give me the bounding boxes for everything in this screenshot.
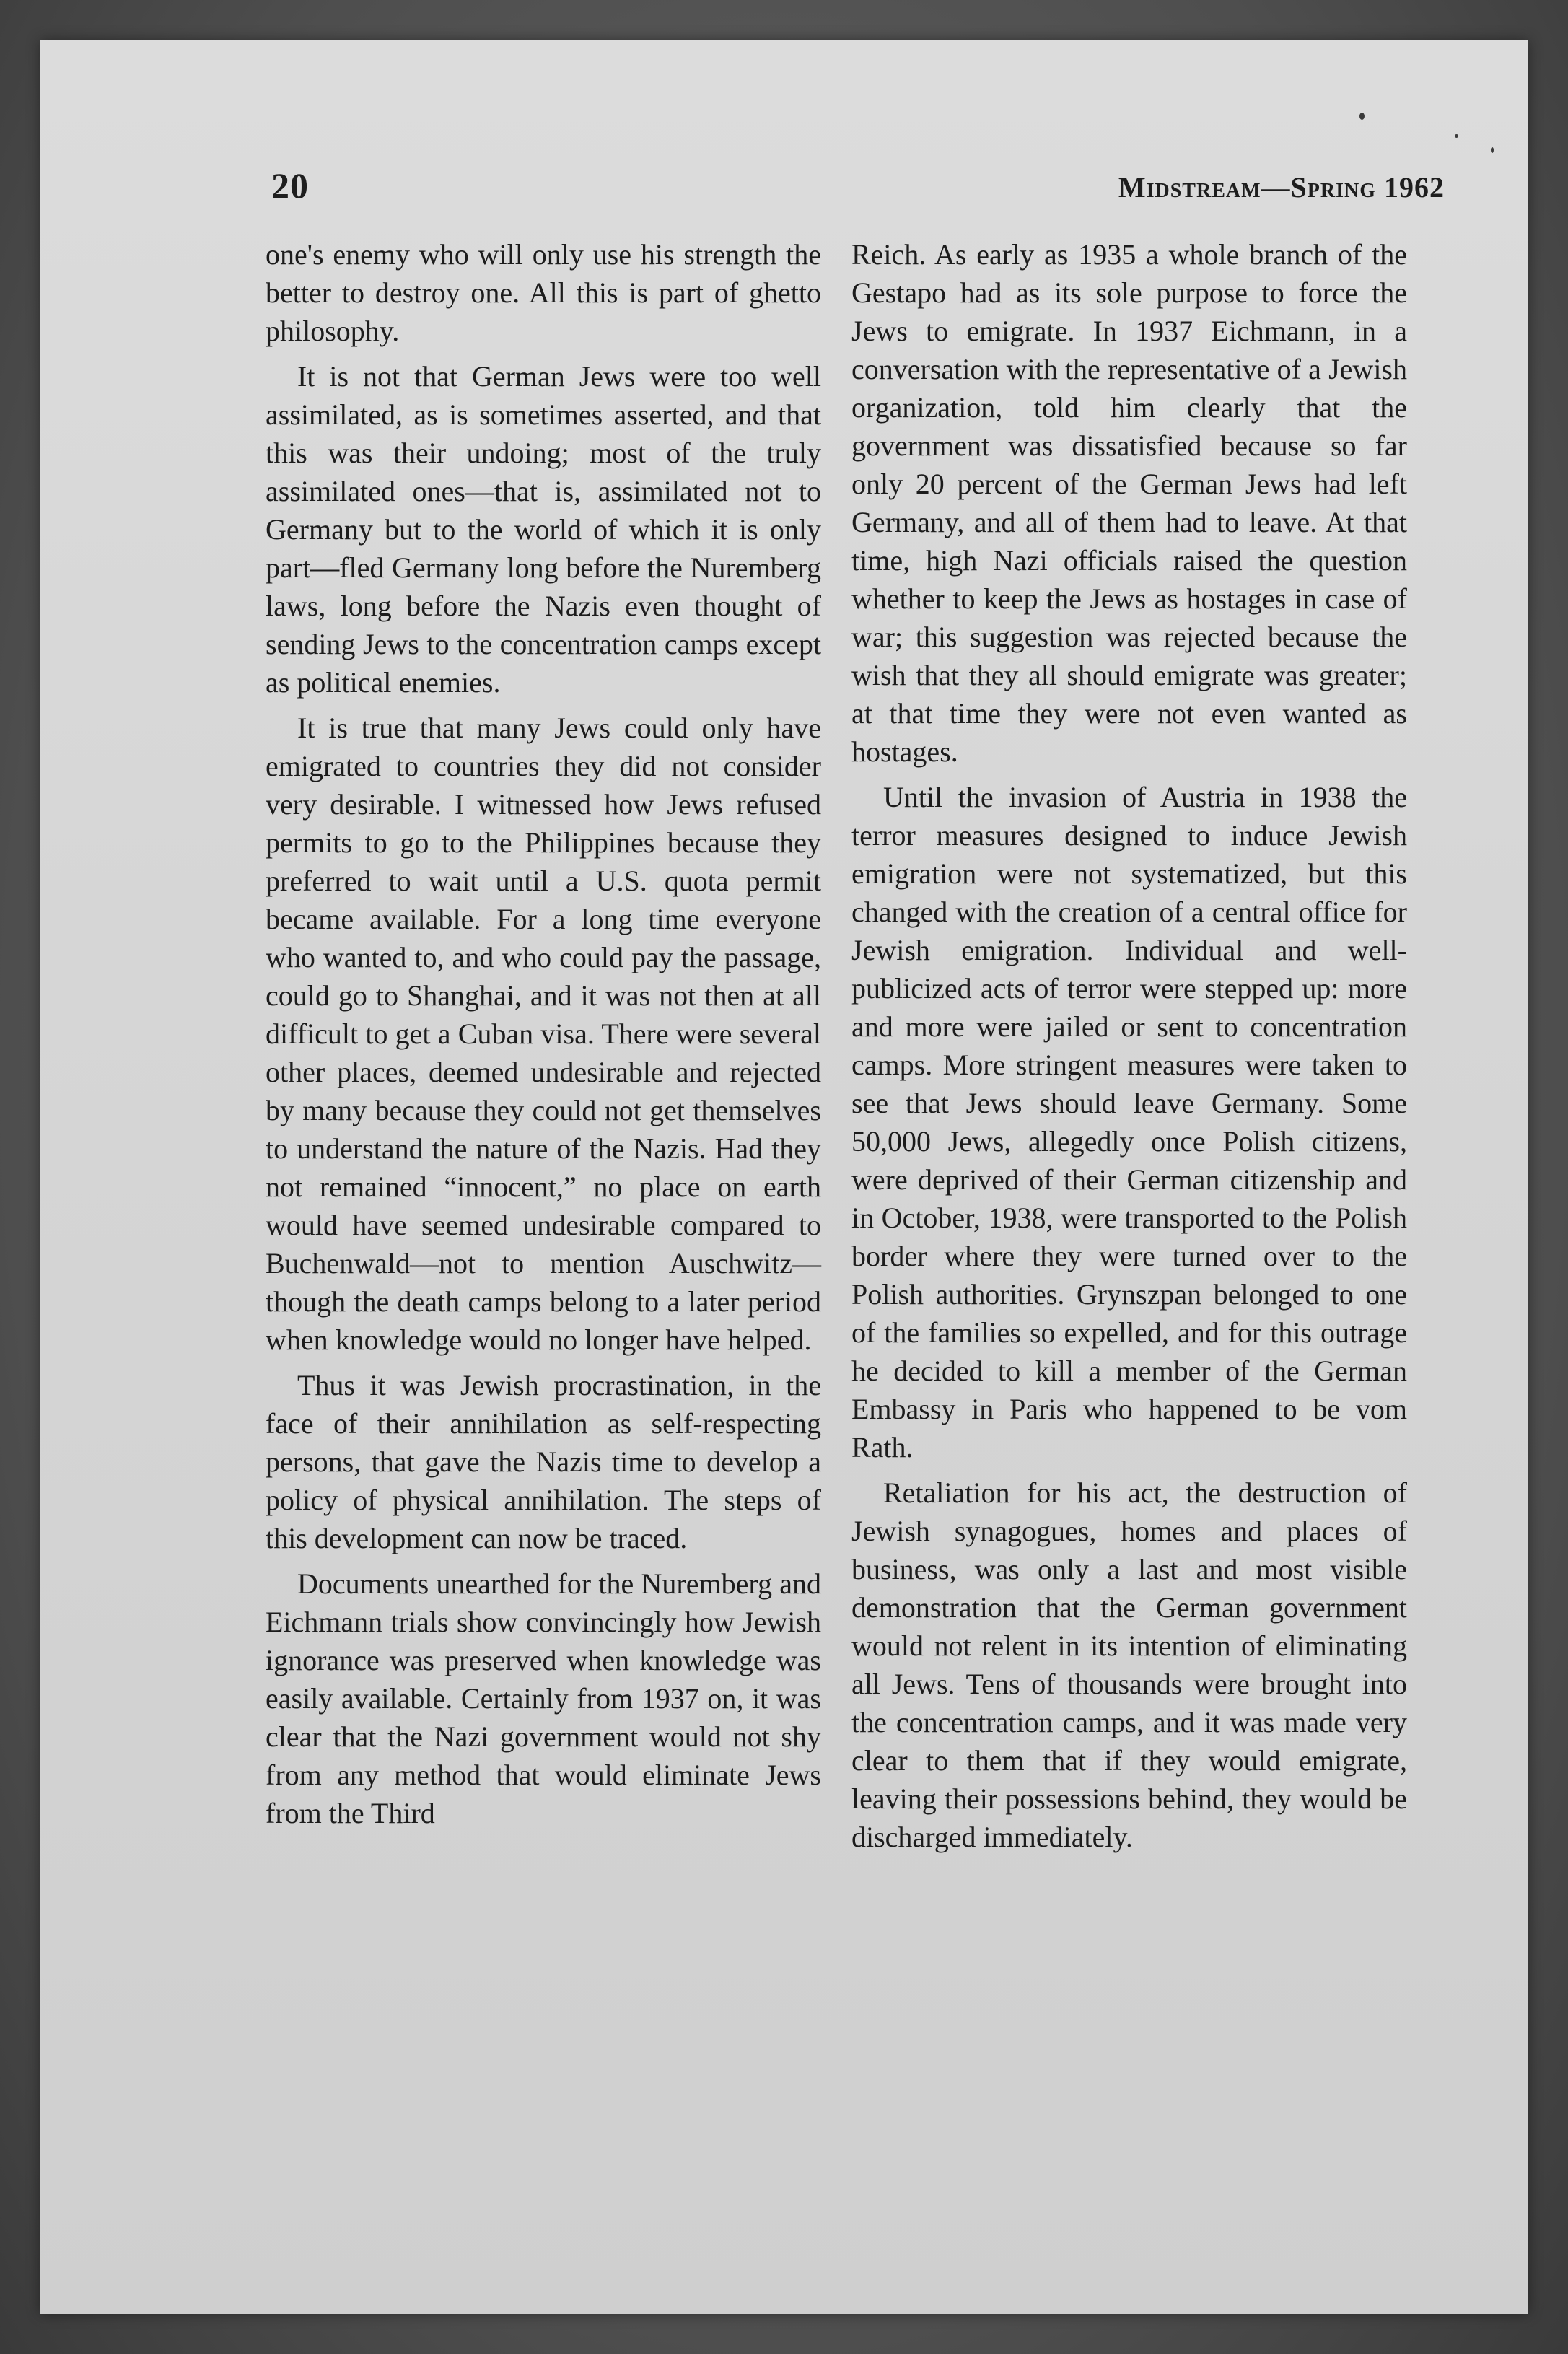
- paragraph: Retaliation for his act, the destruction of Jewish synagogues, homes and places of business, was only a last and most visible demonstration that the German government would not relent in its intention of eliminating all Jews. Tens of thousands were brought into the concentration camps, and it was made very clear to them that if they would emigrate, leaving their possessions behind, they would be discharged immediately.: [851, 1476, 1407, 1853]
- book-page: [40, 40, 1528, 2314]
- paragraph: It is not that German Jews were too well assimilated, as is sometimes asserted, and that this was their undoing; most of the truly assimilated ones—that is, assimilated not to Germany but to the world of which it is only part—fled Germany long before the Nuremberg laws, long before the Nazis even thought of sending Jews to the concentration camps except as political enemies.: [266, 360, 821, 699]
- running-head: Midstream—Spring 1962: [1118, 171, 1445, 204]
- paragraph: one's enemy who will only use his strength the better to destroy one. All this is part of ghetto philosophy.: [266, 238, 821, 347]
- dust-speck: [1359, 113, 1365, 120]
- page-number: 20: [271, 165, 309, 206]
- paragraph: Until the invasion of Austria in 1938 the terror measures designed to induce Jewish emigration were not systematized, but this changed with the creation of a central office for Jewish emigration. Individual and well-publicized acts of terror were stepped up: more and more were jailed or sent to concentration camps. More stringent measures were taken to see that Jews should leave Germany. Some 50,000 Jews, allegedly once Polish citizens, were deprived of their German citizenship and in October, 1938, were transported to the Polish border where they were turned over to the Polish authorities. Grynszpan belonged to one of the families so expelled, and for this outrage he decided to kill a member of the German Embassy in Paris who happened to be vom Rath.: [851, 781, 1407, 1463]
- paragraph: Reich. As early as 1935 a whole branch of the Gestapo had as its sole purpose to force the Jews to emigrate. In 1937 Eichmann, in a conversation with the representative of a Jewish organization, told him clearly that the government was dissatisfied because so far only 20 percent of the German Jews had left Germany, and all of them had to leave. At that time, high Nazi officials raised the question whether to keep the Jews as hostages in case of war; this suggestion was rejected because the wish that they all should emigrate was greater; at that time they were not even wanted as hostages.: [851, 238, 1407, 768]
- dust-speck: [1491, 147, 1494, 153]
- left-column: [266, 235, 821, 1832]
- dust-speck: [1455, 134, 1458, 138]
- paragraph: Thus it was Jewish procrastination, in the face of their annihilation as self-respecting persons, that gave the Nazis time to develop a policy of physical annihilation. The steps of this development can now be traced.: [266, 1369, 821, 1554]
- paragraph: It is true that many Jews could only have emigrated to countries they did not consider very desirable. I witnessed how Jews refused permits to go to the Philippines because they preferred to wait until a U.S. quota permit became available. For a long time everyone who wanted to, and who could pay the passage, could go to Shanghai, and it was not then at all difficult to get a Cuban visa. There were several other places, deemed undesirable and rejected by many because they could not get themselves to understand the nature of the Nazis. Had they not remained “innocent,” no place on earth would have seemed undesirable compared to Buchenwald—not to mention Auschwitz—though the death camps belong to a later period when knowledge would no longer have helped.: [266, 712, 821, 1356]
- right-column: [851, 235, 1407, 1856]
- paragraph: Documents unearthed for the Nuremberg and Eichmann trials show convincingly how Jewish ignorance was preserved when knowledge was easily available. Certainly from 1937 on, it was clear that the Nazi government would not shy from any method that would eliminate Jews from the Third: [266, 1567, 821, 1829]
